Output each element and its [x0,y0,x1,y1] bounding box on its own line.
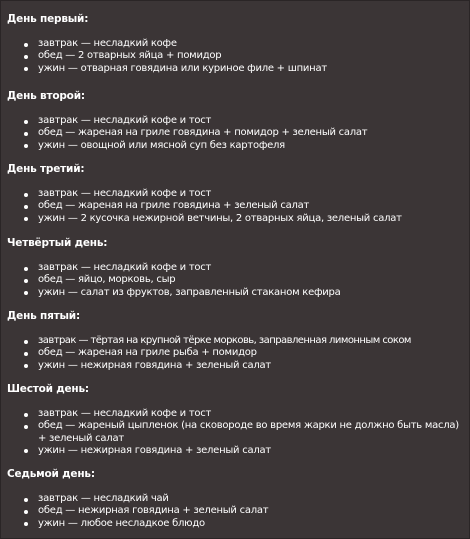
day-5-lunch: обед — жареная на гриле рыба + помидор [1,347,469,359]
day-3-section [1,163,469,225]
day-3-dinner: ужин — 2 кусочка нежирной ветчины, 2 отварных яйца, зеленый салат [1,213,469,225]
day-2-section [1,90,469,152]
day-7-breakfast: завтрак — несладкий чай [1,493,469,505]
day-2-breakfast: завтрак — несладкий кофе и тост [1,115,469,127]
day-5-section [1,310,469,372]
day-5-breakfast: завтрак — тёртая на крупной тёрке морковь, заправленная лимонным соком [1,335,469,347]
day-3-breakfast: завтрак — несладкий кофе и тост [1,188,469,200]
day-1-section [1,13,469,75]
day-4-dinner: ужин — салат из фруктов, заправленный стаканом кефира [1,287,469,299]
day-2-title: День второй: [7,90,85,102]
day-5-meals [1,335,469,372]
day-4-title: Четвёртый день: [7,237,108,249]
day-3-title: День третий: [7,163,85,175]
day-7-lunch: обед — нежирная говядина + зеленый салат [1,505,469,517]
day-7-section [1,468,469,530]
day-4-section [1,237,469,299]
day-7-meals [1,493,469,530]
day-1-meals [1,38,469,75]
day-2-meals [1,115,469,152]
day-4-meals [1,262,469,299]
day-6-section [1,383,469,457]
day-1-title: День первый: [7,13,89,25]
day-1-lunch: обед — 2 отварных яйца + помидор [1,50,469,62]
day-6-title: Шестой день: [7,383,89,395]
day-4-lunch: обед — яйцо, морковь, сыр [1,274,469,286]
day-6-dinner: ужин — нежирная говядина + зеленый салат [1,445,469,457]
day-3-meals [1,188,469,225]
day-2-lunch: обед — жареная на гриле говядина + помидор + зеленый салат [1,127,469,139]
day-6-meals [1,408,469,457]
day-6-breakfast: завтрак — несладкий кофе и тост [1,408,469,420]
day-4-breakfast: завтрак — несладкий кофе и тост [1,262,469,274]
day-1-dinner: ужин — отварная говядина или куриное филе + шпинат [1,63,469,75]
day-7-title: Седьмой день: [7,468,95,480]
day-2-dinner: ужин — овощной или мясной суп без картофеля [1,140,469,152]
day-5-dinner: ужин — нежирная говядина + зеленый салат [1,360,469,372]
day-7-dinner: ужин — любое несладкое блюдо [1,518,469,530]
day-3-lunch: обед — жареная на гриле говядина + зеленый салат [1,200,469,212]
day-5-title: День пятый: [7,310,80,322]
day-1-breakfast: завтрак — несладкий кофе [1,38,469,50]
day-6-lunch: обед — жареный цыпленок (на сковороде во время жарки не должно быть масла) + зеленый салат [1,420,469,445]
